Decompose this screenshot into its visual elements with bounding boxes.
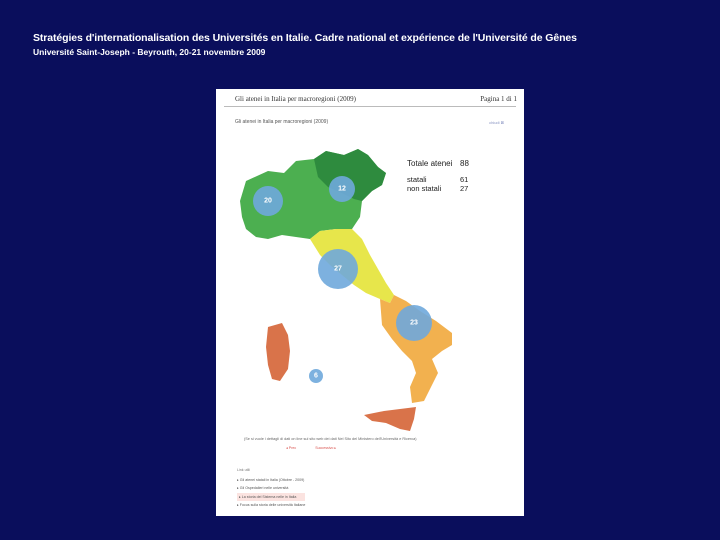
- page-indicator: Pagina 1 di 1: [480, 95, 517, 103]
- list-item[interactable]: ▸ Focus sulla storia delle università Italiane: [237, 503, 306, 508]
- italy-map: [216, 89, 524, 516]
- stats-value: 27: [460, 184, 469, 193]
- list-item[interactable]: ▸ Gli Ospedalieri nelle università: [237, 486, 289, 491]
- prev-link[interactable]: ◂ Prec: [286, 446, 297, 450]
- document-page: [216, 89, 524, 516]
- stats-label: Totale atenei: [407, 159, 453, 168]
- bubble-label: 23: [410, 319, 418, 327]
- bubble-label: 6: [314, 372, 318, 380]
- slide-subtitle: Université Saint-Joseph - Beyrouth, 20-21 novembre 2009: [33, 47, 266, 57]
- stats-row: [407, 175, 469, 184]
- next-link[interactable]: Successivo ▸: [315, 446, 337, 450]
- pager-links: [286, 446, 354, 450]
- useful-links: [237, 466, 305, 510]
- links-heading: Link utili: [237, 468, 250, 472]
- bubble-label: 20: [264, 197, 272, 205]
- stats-label: non statali: [407, 184, 442, 193]
- region-sardinia: [266, 323, 290, 381]
- slide-title: Stratégies d'internationalisation des Universités en Italie. Cadre national et expérience de l'Université de Gênes: [33, 32, 577, 44]
- stats-total-row: [407, 159, 469, 168]
- document-subtitle: Gli atenei in Italia per macroregioni (2009): [235, 119, 329, 125]
- map-caption: (Se si vuole i dettagli di dati on line sul sito web dei dati Nel Sito del Ministero dell'Università e Ricerca): [244, 437, 417, 441]
- list-item[interactable]: ▸ La storia del Sistema nelle in Italia: [237, 493, 305, 502]
- stats-value: 61: [460, 175, 469, 184]
- bubble-label: 12: [338, 185, 346, 193]
- stats-label: statali: [407, 175, 427, 184]
- stats-panel: [407, 159, 469, 193]
- close-link[interactable]: chiudi ⊠: [489, 120, 504, 125]
- stats-value: 88: [460, 159, 469, 168]
- region-sicily: [364, 407, 416, 431]
- bubble-label: 27: [334, 265, 342, 273]
- document-title: Gli atenei in Italia per macroregioni (2009): [235, 95, 356, 103]
- list-item[interactable]: ▸ Gli atenei statali in Italia (Ottobre - 2009): [237, 477, 305, 482]
- stats-row: [407, 184, 469, 193]
